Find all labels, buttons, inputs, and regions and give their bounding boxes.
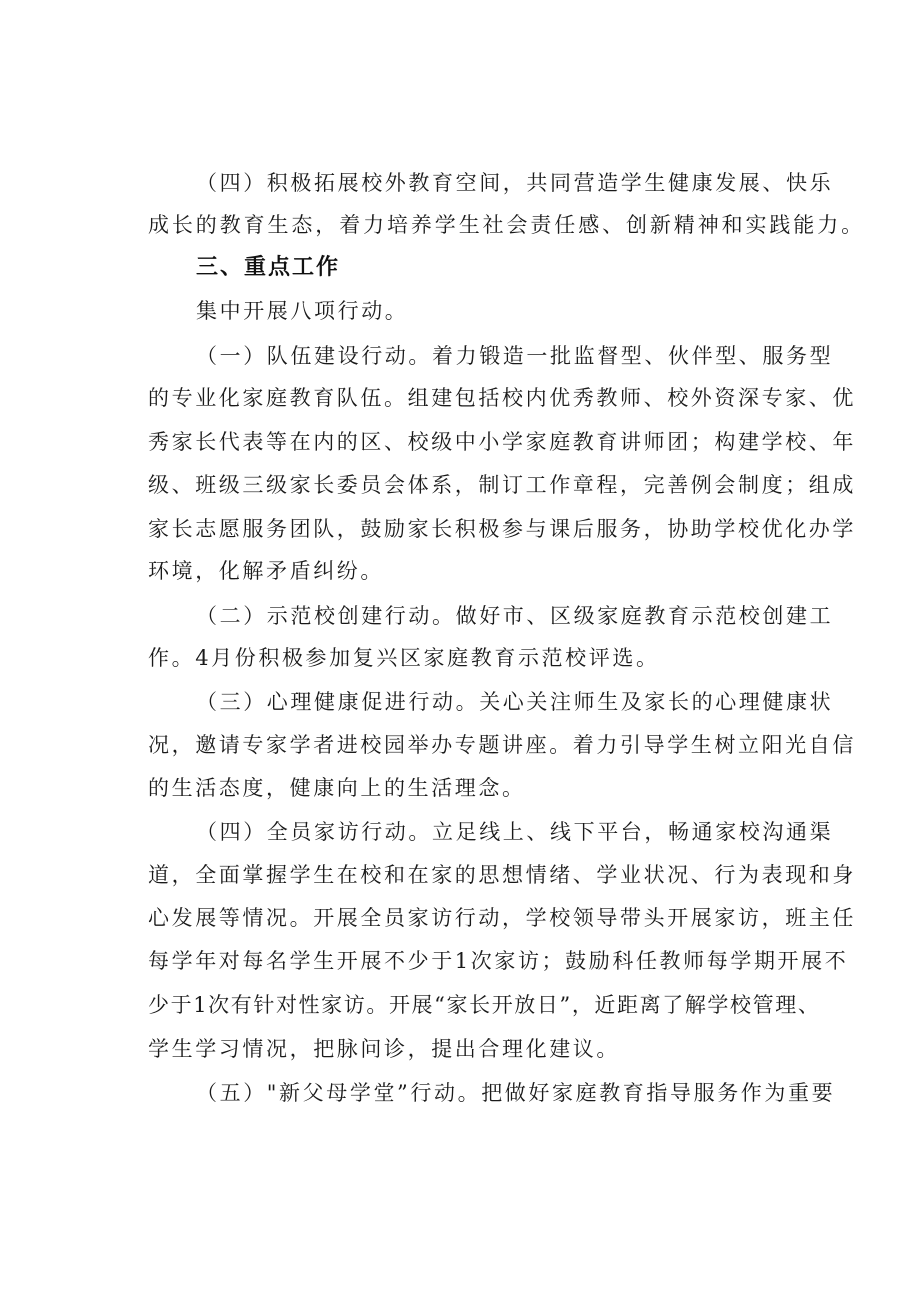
paragraph-line: 每学年对每名学生开展不少于1次家访；鼓励科任教师每学期开展不 [148,949,849,973]
paragraph-line: （三）心理健康促进行动。关心关注师生及家长的心理健康状 [196,690,834,714]
paragraph-line: （五）"新父母学堂”行动。把做好家庭教育指导服务作为重要 [196,1081,836,1105]
paragraph-line: 成长的教育生态，着力培养学生社会责任感、创新精神和实践能力。 [148,213,865,237]
paragraph-line: 的生活态度，健康向上的生活理念。 [148,776,526,800]
paragraph-line: （一）队伍建设行动。着力锻造一批监督型、伙伴型、服务型 [196,344,834,368]
intro-sentence: 集中开展八项行动。 [196,299,409,323]
paragraph-line: 况，邀请专家学者进校园举办专题讲座。着力引导学生树立阳光自信 [148,733,856,757]
paragraph-line: 少于1次有针对性家访。开展“家长开放日”，近距离了解学校管理、 [148,993,821,1017]
section-heading: 三、重点工作 [196,255,341,280]
paragraph-line: 学生学习情况，把脉问诊，提出合理化建议。 [148,1037,620,1061]
paragraph-line: （四）积极拓展校外教育空间，共同营造学生健康发展、快乐 [196,171,834,195]
paragraph-line: 的专业化家庭教育队伍。组建包括校内优秀教师、校外资深专家、优 [148,386,856,410]
paragraph-line: 级、班级三级家长委员会体系，制订工作章程，完善例会制度；组成 [148,473,856,497]
paragraph-line: 心发展等情况。开展全员家访行动，学校领导带头开展家访，班主任 [148,906,856,930]
paragraph-line: 环境，化解矛盾纠纷。 [148,559,384,583]
paragraph-line: 作。4月份积极参加复兴区家庭教育示范校评选。 [148,646,660,670]
paragraph-line: （二）示范校创建行动。做好市、区级家庭教育示范校创建工 [196,604,834,628]
paragraph-line: 道，全面掌握学生在校和在家的思想情绪、学业状况、行为表现和身 [148,863,856,887]
paragraph-line: 秀家长代表等在内的区、校级中小学家庭教育讲师团；构建学校、年 [148,430,856,454]
paragraph-line: （四）全员家访行动。立足线上、线下平台，畅通家校沟通渠 [196,820,834,844]
paragraph-line: 家长志愿服务团队，鼓励家长积极参与课后服务，协助学校优化办学 [148,517,856,541]
